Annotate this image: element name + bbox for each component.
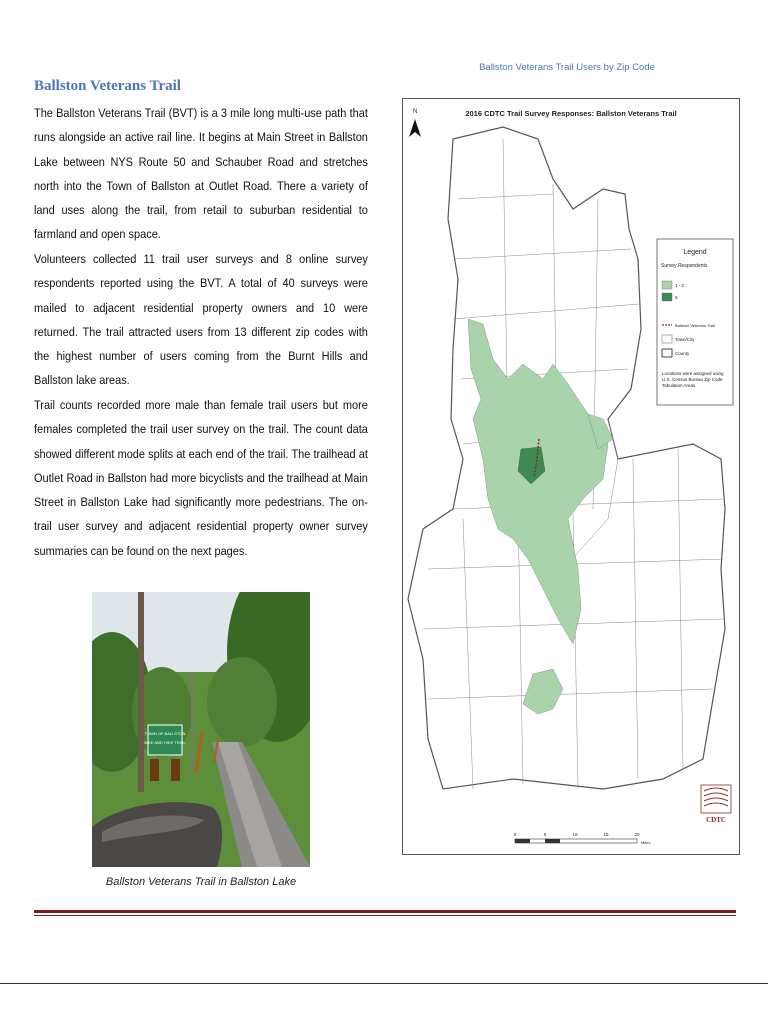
north-label: N (413, 109, 418, 115)
paragraph-surveys: Volunteers collected 11 trail user surveys and 8 online survey respondents reported using the BVT. A total of 40 surveys were mailed to adjacent residential property owners and 10 were returned. The trail attracted users from 13 different zip codes with the highest number of users coming from the Burnt Hills and Ballston lake areas. (34, 252, 368, 388)
footer-rule-thin (34, 915, 736, 916)
legend-class1: 1 - 2 (675, 283, 685, 288)
map-figure-title: Ballston Veterans Trail Users by Zip Code (479, 62, 655, 73)
page-bottom-rule (0, 983, 768, 984)
map-scale-bar (514, 832, 651, 845)
legend-note: Locations were assigned using U.S. Census Bureau Zip Code Tabulation Areas. (662, 371, 724, 388)
sign-text-2: BIKE AND HIKE TRAIL (144, 740, 186, 745)
north-arrow-icon (409, 119, 421, 137)
scale-tick-5: 5 (543, 832, 547, 837)
scale-tick-20: 20 (634, 832, 640, 837)
section-heading: Ballston Veterans Trail (34, 78, 181, 94)
scale-tick-0: 0 (513, 832, 517, 837)
footer-rule-thick (34, 910, 736, 913)
zip-code-map (402, 98, 740, 855)
cdtc-logo-text: CDTC (706, 816, 726, 824)
scale-tick-15: 15 (603, 832, 609, 837)
sign-text-1: TOWN OF BALLSTON (144, 731, 186, 736)
legend-town: Town/City (675, 337, 695, 342)
map-inner-title: 2016 CDTC Trail Survey Responses: Ballston Veterans Trail (465, 109, 677, 118)
legend-class2: 5 (675, 295, 678, 300)
paragraph-intro: The Ballston Veterans Trail (BVT) is a 3 mile long multi-use path that runs alongside an active rail line. It begins at Main Street in Ballston Lake between NYS Route 50 and Schauber Road and stretches north into the Town of Ballston at Outlet Road. There a variety of land uses along the trail, from retail to suburban residential to farmland and open space. (34, 106, 368, 242)
cdtc-logo (701, 785, 731, 824)
map-legend (657, 239, 733, 405)
paragraph-counts: Trail counts recorded more male than female trail users but more females completed the trail user survey on the trail. The count data showed different mode splits at each end of the trail. The trailhead at Outlet Road in Ballston had more bicyclists and the trailhead at Main Street in Ballston Lake had significantly more pedestrians. The on-trail user survey and adjacent residential property owner survey summaries can be found on the next pages. (34, 398, 368, 558)
legend-title: Legend (683, 249, 707, 256)
photo-caption: Ballston Veterans Trail in Ballston Lake (105, 876, 297, 888)
scale-tick-10: 10 (572, 832, 578, 837)
trail-photo (92, 592, 310, 867)
legend-subtitle: Survey Respondents (661, 263, 708, 269)
legend-trail: Ballston Veterans Trail (675, 323, 715, 328)
scale-unit: Miles (641, 840, 651, 845)
legend-county: County (675, 351, 690, 356)
